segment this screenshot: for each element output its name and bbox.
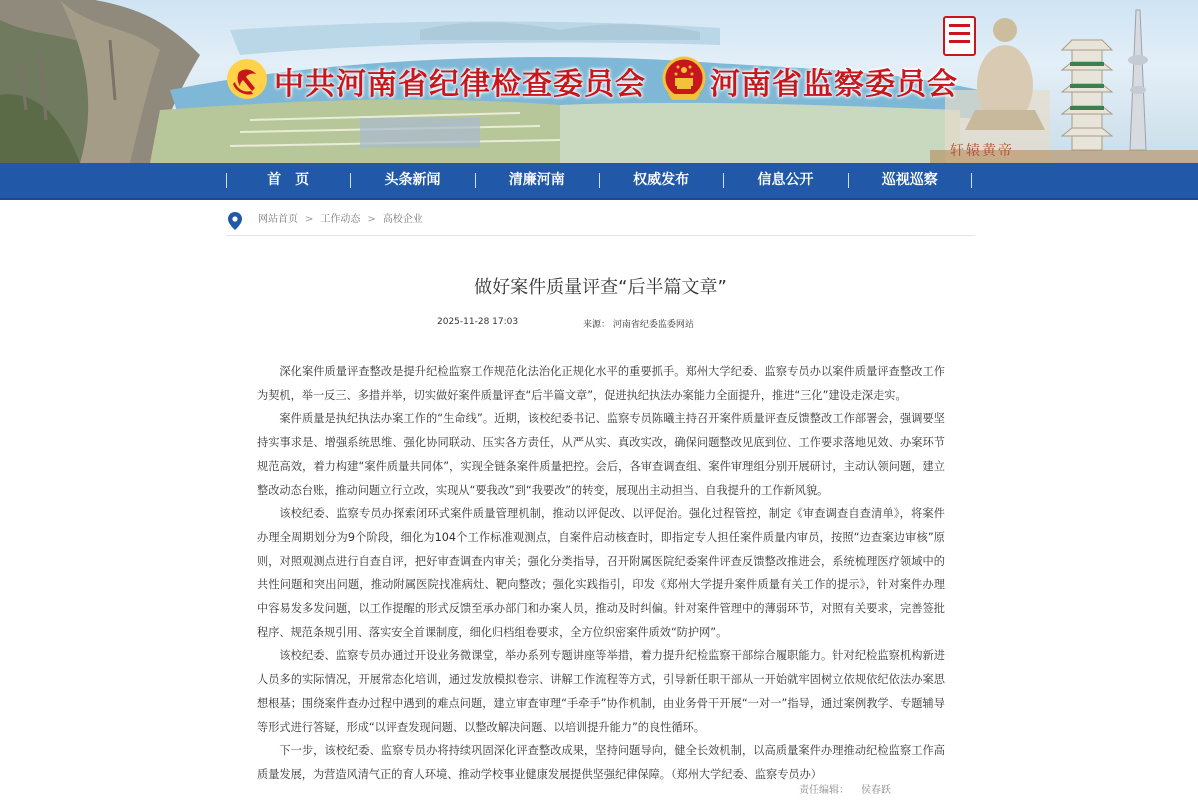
article-paragraph: 下一步，该校纪委、监察专员办将持续巩固深化评查整改成果，坚持问题导向，健全长效机制，以高质量案件办理推动纪检监察工作高质量发展，为营造风清气正的育人环境、推动学校事业健康发展提供坚强纪律保障。（郑州大学纪委、监察专员办）	[257, 744, 945, 781]
article-paragraph: 案件质量是执纪执法办案工作的“生命线”。近期，该校纪委书记、监察专员陈曦主持召开案件质量评查反馈整改工作部署会，强调要坚持实事求是、增强系统思维、强化协同联动、压实各方责任，从严从实、真改实改，确保问题整改见底到位、工作要求落地见效、办案环节规范高效，着力构建“案件质量共同体”，实现全链条案件质量把控。会后，各审查调查组、案件审理组分别开展研讨，主动认领问题，建立整改动态台账，推动问题立行立改，实现从“要我改”到“我要改”的转变，展现出主动担当、自我提升的工作新风貌。	[257, 412, 945, 497]
supervisory-commission-title: 河南省监察委员会	[710, 67, 958, 102]
main-nav	[0, 163, 1198, 200]
breadcrumb-separator: >	[305, 214, 314, 225]
site-banner	[0, 0, 1198, 163]
red-seal-icon	[943, 16, 976, 56]
breadcrumb-home[interactable]: 网站首页	[258, 214, 298, 225]
article-paragraph: 该校纪委、监察专员办通过开设业务微课堂，举办系列专题讲座等举措，着力提升纪检监察干部综合履职能力。针对纪检监察机构新进人员多的实际情况，开展常态化培训，通过发放模拟卷宗、讲解工作流程等方式，引导新任职干部从一开始就牢固树立依规依纪依法办案思想根基；围绕案件查办过程中遇到的难点问题，建立审查审理“手牵手”协作机制，由业务骨干开展“一对一”指导，通过案例教学、专题辅导等形式进行答疑，形成“以评查发现问题、以整改解决问题、以培训提升能力”的良性循环。	[257, 649, 945, 734]
party-commission-title: 中共河南省纪律检查委员会	[274, 67, 646, 102]
nav-item-clean-henan[interactable]: 清廉河南	[475, 163, 599, 198]
national-emblem-icon	[662, 56, 706, 102]
nav-item-headlines[interactable]: 头条新闻	[350, 163, 474, 198]
statue-inscription: 轩辕黄帝	[950, 143, 1014, 159]
breadcrumb-work-news[interactable]: 工作动态	[320, 214, 361, 225]
breadcrumb-universities[interactable]: 高校企业	[382, 214, 423, 225]
article-source: 来源： 河南省纪委监委网站	[583, 320, 694, 330]
breadcrumb-separator: >	[367, 214, 376, 225]
editor-label: 责任编辑：	[799, 785, 849, 796]
location-pin-icon	[228, 212, 242, 230]
party-emblem-icon	[226, 58, 268, 100]
article-title: 做好案件质量评查“后半篇文章”	[474, 277, 727, 298]
nav-item-inspection[interactable]: 巡视巡察	[848, 163, 972, 198]
article-paragraph: 该校纪委、监察专员办探索闭环式案件质量管理机制，推动以评促改、以评促治。强化过程管控，制定《审查调查自查清单》，将案件办理全周期划分为9个阶段，细化为104个工作标准观测点，自案件启动核查时，即指定专人担任案件质量内审员，按照“边查案边审核”原则，对照观测点进行自查自评，把好审查调查内审关；强化分类指导，召开附属医院纪委案件评查反馈整改推进会，系统梳理医疗领域中的共性问题和突出问题，推动附属医院找准病灶、靶向整改；强化实践指引，印发《郑州大学提升案件质量有关工作的提示》，针对案件办理中容易发多发问题，以工作提醒的形式反馈至承办部门和办案人员，推动及时纠偏。针对案件管理中的薄弱环节，对照有关要求，完善签批程序、规范条规引用、落实安全首课制度，细化归档组卷要求，全方位织密案件质效“防护网”。	[257, 507, 945, 639]
breadcrumb	[226, 209, 975, 236]
nav-item-authoritative-release[interactable]: 权威发布	[599, 163, 723, 198]
editor-name: 侯春跃	[861, 785, 891, 796]
responsible-editor	[799, 781, 891, 796]
nav-item-info-disclosure[interactable]: 信息公开	[723, 163, 847, 198]
article-date: 2025-11-28 17:03	[437, 317, 519, 327]
article-body	[257, 360, 945, 787]
article-paragraph: 深化案件质量评查整改是提升纪检监察工作规范化法治化正规化水平的重要抓手。郑州大学纪委、监察专员办以案件质量评查整改工作为契机，举一反三、多措并举，切实做好案件质量评查“后半篇文章”，促进执纪执法办案能力全面提升，推进“三化”建设走深走实。	[257, 365, 945, 402]
nav-item-home[interactable]: 首 页	[226, 163, 350, 198]
